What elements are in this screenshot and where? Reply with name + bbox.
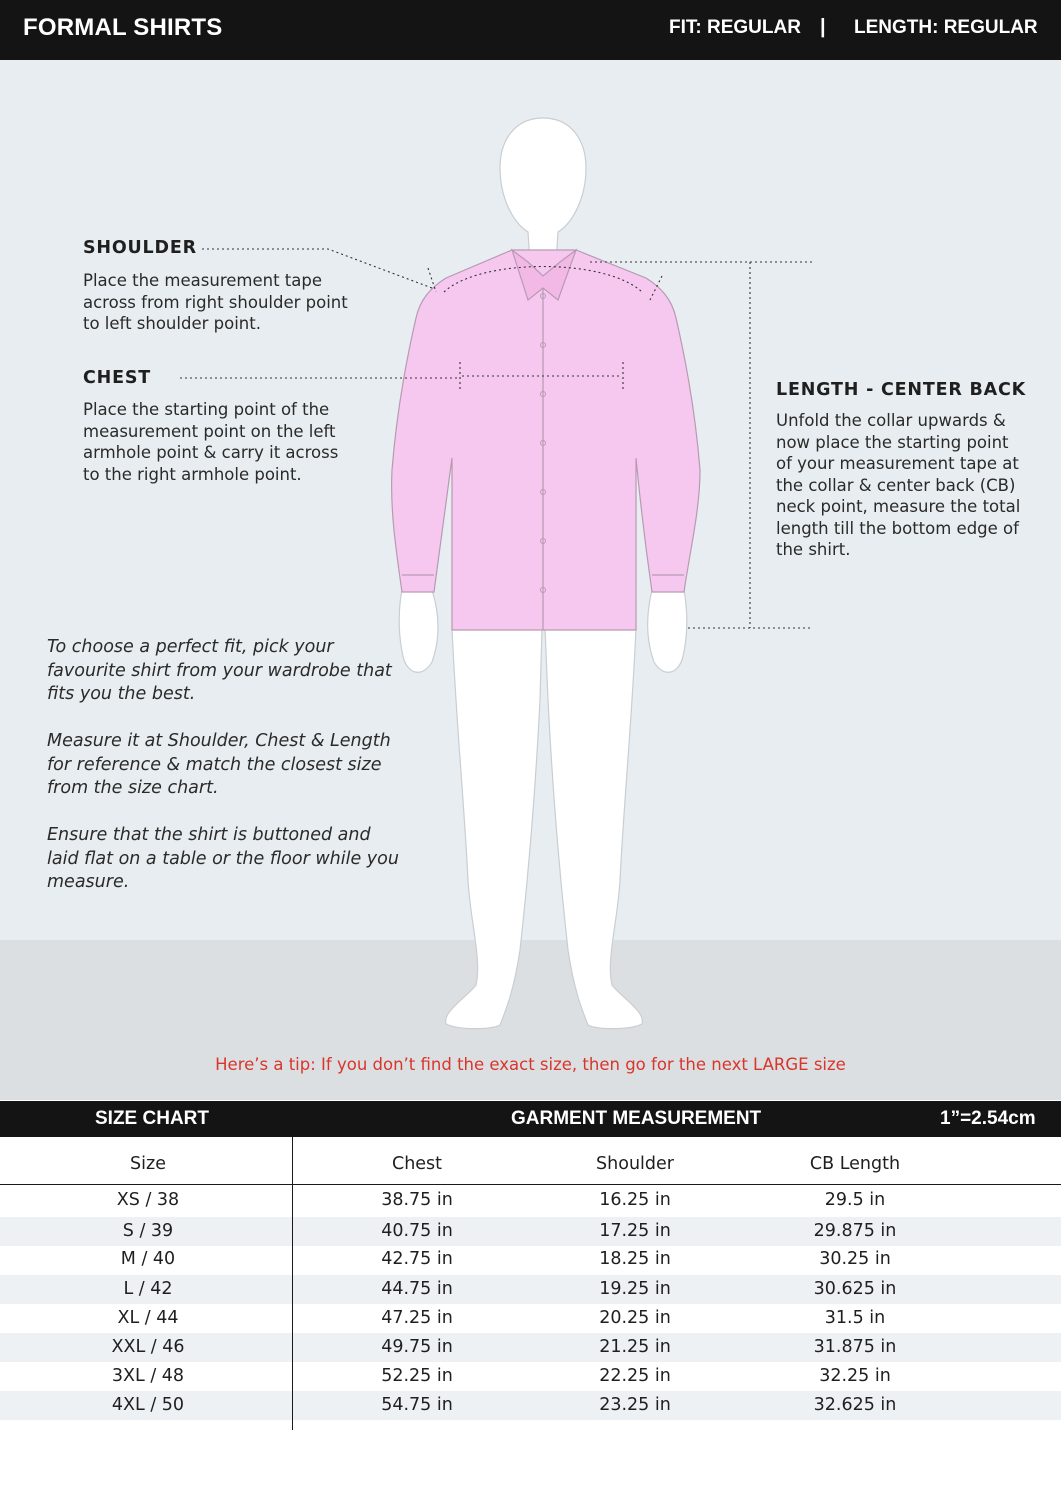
length-line: the shirt.: [776, 540, 851, 559]
size-cell: S / 39: [122, 1221, 174, 1241]
shoulder-description: [83, 270, 348, 335]
length-line: the collar & center back (CB): [776, 475, 1016, 495]
shoulder-cell: 17.25 in: [599, 1221, 671, 1241]
chest-cell: 49.75 in: [381, 1337, 453, 1357]
chest-cell: 52.25 in: [381, 1366, 453, 1386]
header-bar: [0, 0, 1061, 60]
table-row: [0, 1275, 1061, 1304]
note-line: laid flat on a table or the floor while you: [47, 848, 399, 869]
note-line: To choose a perfect fit, pick your: [47, 637, 334, 657]
size-chart-title: SIZE CHART: [95, 1108, 209, 1129]
shoulder-cell: 21.25 in: [599, 1337, 671, 1357]
shoulder-heading: SHOULDER: [83, 238, 197, 258]
note-line: Ensure that the shirt is buttoned and: [47, 825, 371, 845]
table-row: [0, 1186, 1061, 1215]
page-title: FORMAL SHIRTS: [23, 14, 223, 41]
cb-length-cell: 30.625 in: [813, 1279, 897, 1299]
cb-length-cell: 30.25 in: [819, 1249, 891, 1269]
length-line: of your measurement tape at: [776, 454, 1019, 473]
size-tip: Here’s a tip: If you don’t find the exact size, then go for the next LARGE size: [215, 1055, 846, 1074]
chest-heading: CHEST: [83, 368, 151, 388]
shoulder-cell: 18.25 in: [599, 1249, 671, 1269]
shirt-drawing: [392, 250, 700, 630]
size-cell: 3XL / 48: [111, 1366, 185, 1386]
cb-length-cell: 31.5 in: [824, 1308, 886, 1328]
chest-line: Place the starting point of the: [83, 400, 330, 419]
garment-measurement-title: GARMENT MEASUREMENT: [511, 1108, 762, 1129]
chest-cell: 38.75 in: [381, 1190, 453, 1210]
size-cell: 4XL / 50: [111, 1395, 185, 1415]
cb-length-cell: 32.625 in: [813, 1395, 897, 1415]
shoulder-line: across from right shoulder point: [83, 292, 348, 312]
length-line: neck point, measure the total: [776, 497, 1021, 516]
table-row: [0, 1217, 1061, 1246]
length-label: LENGTH: REGULAR: [854, 17, 1038, 38]
header-separator: |: [820, 16, 826, 38]
length-description: [776, 410, 1020, 561]
chest-cell: 42.75 in: [381, 1249, 453, 1269]
table-row: [0, 1391, 1061, 1420]
chest-line: to the right armhole point.: [83, 464, 302, 484]
note-line: fits you the best.: [47, 684, 196, 704]
table-row: [0, 1362, 1061, 1391]
note-line: from the size chart.: [47, 778, 219, 798]
table-row: [0, 1304, 1061, 1333]
shoulder-cell: 20.25 in: [599, 1308, 671, 1328]
length-line: length till the bottom edge of: [776, 518, 1019, 538]
shoulder-cell: 22.25 in: [599, 1366, 671, 1386]
table-row: [0, 1245, 1061, 1274]
chest-line: measurement point on the left: [83, 421, 336, 441]
measure-note: [47, 730, 417, 801]
cb-length-cell: 29.5 in: [824, 1190, 886, 1210]
cb-length-cell: 29.875 in: [813, 1221, 897, 1241]
column-header-shoulder: Shoulder: [596, 1154, 674, 1174]
chest-cell: 47.25 in: [381, 1308, 453, 1328]
size-cell: XL / 44: [117, 1308, 179, 1328]
fit-label: FIT: REGULAR: [669, 17, 801, 38]
note-line: favourite shirt from your wardrobe that: [47, 660, 392, 681]
length-line: Unfold the collar upwards &: [776, 411, 1006, 430]
size-cell: L / 42: [123, 1279, 173, 1299]
chest-cell: 40.75 in: [381, 1221, 453, 1241]
header-divider: [0, 1184, 1061, 1185]
table-row: [0, 1333, 1061, 1362]
size-column-divider: [292, 1137, 293, 1430]
shoulder-cell: 16.25 in: [599, 1190, 671, 1210]
fit-note: [47, 636, 417, 707]
table-header-row: [0, 1137, 1061, 1184]
size-chart-header: [0, 1101, 1061, 1137]
cb-length-cell: 32.25 in: [819, 1366, 891, 1386]
shoulder-cell: 19.25 in: [599, 1279, 671, 1299]
length-line: now place the starting point: [776, 432, 1009, 452]
size-cell: XS / 38: [116, 1190, 180, 1210]
column-header-cb-length: CB Length: [809, 1154, 901, 1174]
shoulder-cell: 23.25 in: [599, 1395, 671, 1415]
size-cell: M / 40: [120, 1249, 176, 1269]
shoulder-line: Place the measurement tape: [83, 271, 323, 290]
chest-line: armhole point & carry it across: [83, 443, 339, 462]
column-header-chest: Chest: [391, 1154, 443, 1174]
shoulder-line: to left shoulder point.: [83, 314, 261, 333]
column-header-size: Size: [130, 1154, 166, 1174]
size-cell: XXL / 46: [111, 1337, 185, 1357]
chest-cell: 54.75 in: [381, 1395, 453, 1415]
length-heading: LENGTH - CENTER BACK: [776, 380, 1027, 400]
note-line: Measure it at Shoulder, Chest & Length: [47, 731, 391, 751]
note-line: for reference & match the closest size: [47, 754, 382, 775]
chest-description: [83, 399, 338, 485]
chest-cell: 44.75 in: [381, 1279, 453, 1299]
note-line: measure.: [47, 872, 130, 892]
cb-length-cell: 31.875 in: [813, 1337, 897, 1357]
size-table: [0, 1137, 1061, 1500]
flat-note: [47, 824, 417, 895]
unit-conversion: 1”=2.54cm: [940, 1108, 1036, 1129]
